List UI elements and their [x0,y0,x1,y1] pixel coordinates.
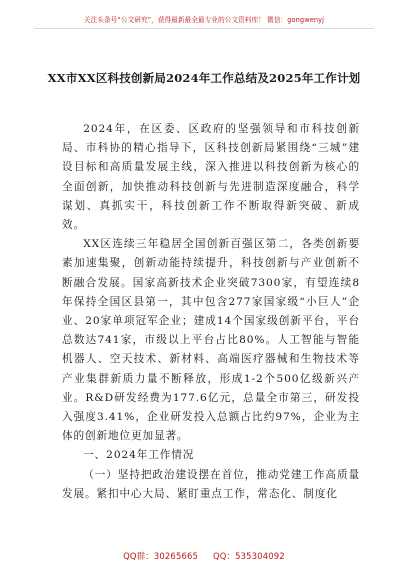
header-banner: 关注头条号“公文研究”，获得最新最全最专业的公文资料库！ 微信：gongwenyj [83,16,325,24]
body-paragraph-1: 2024年，在区委、区政府的坚强领导和市科技创新局、市科协的精心指导下，区科技创新局紧围绕“三城”建设目标和高质量发展主线，深入推进以科技创新为核心的全面创新，加快推动科技创新与先进制造深度融合，科学谋划、真抓实干，科技创新工作不断取得新突破、新成效。 [62,123,360,232]
document-body [62,120,360,504]
footer-contact [0,550,408,562]
body-paragraph-2: XX区连续三年稳居全国创新百强区第二，各类创新要素加速集聚，创新动能持续提升，科技创新与产业创新不断融合发展。国家高新技术企业突破7300家，有望连续8年保持全国区县第一，其中包含277家国家级“小巨人”企业、20家单项冠军企业；建成14个国家级创新平台，平台总数达741家，市级以上平台占比80%。人工智能与智能机器人、空天技术、新材料、高端医疗器械和生物技术等产业集群新质力量不断释放，形成1-2个500亿级新兴产业。R&D研发经费为177.6亿元，总量全市第三，研发投入强度3.41%，企业研发投入总额占比约97%，企业为主体的创新地位更加显著。 [62,238,360,443]
footer-qq: QQ：535304092 [212,551,285,561]
footer-qq-group: QQ群：30265665 [123,551,199,561]
section-heading: 一、2024年工作情况 [83,449,195,462]
section-paragraph: （一）坚持把政治建设摆在首位，推动党建工作高质量发展。紧扣中心大局、紧盯重点工作，常态化、制度化 [62,468,360,500]
header-divider [34,28,374,29]
document-title: XX市XX区科技创新局2024年工作总结及2025年工作计划 [47,71,361,85]
